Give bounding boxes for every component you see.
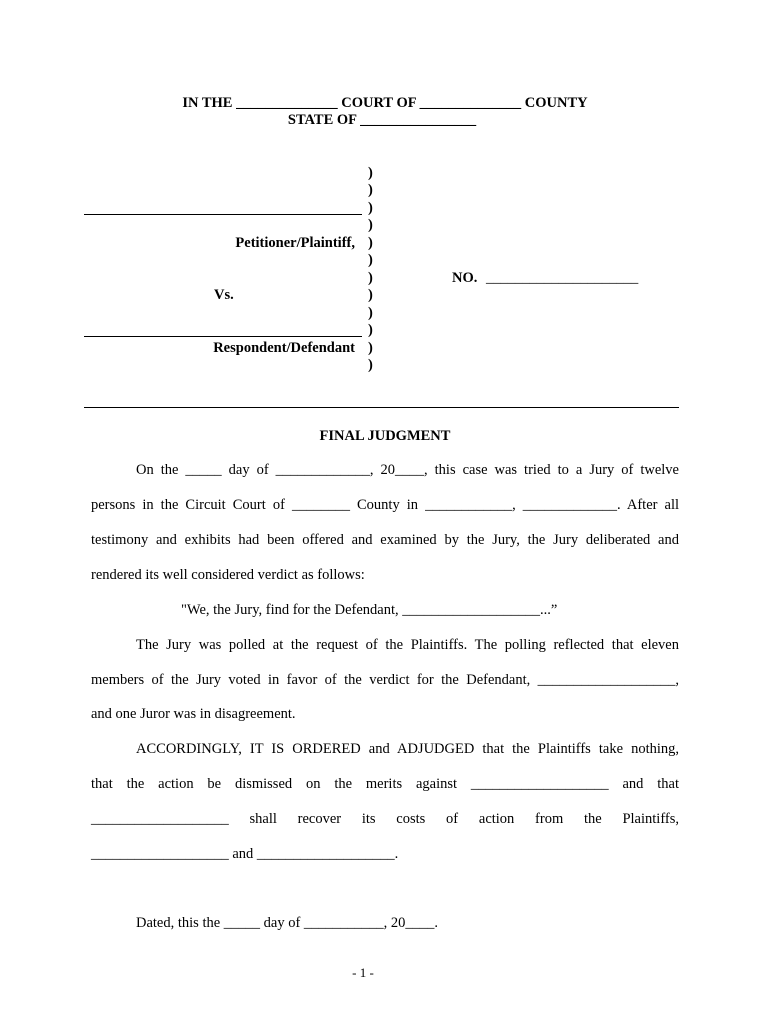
- case-number-blank: _____________________: [486, 270, 639, 286]
- paragraph-3-line-4: ___________________ and ___________________.: [91, 846, 399, 862]
- paren: ): [368, 217, 373, 233]
- court-caption-line1: IN THE ______________ COURT OF ______________ COUNTY: [182, 95, 588, 111]
- paragraph-2-line-2: members of the Jury voted in favor of the verdict for the Defendant, ___________________,: [91, 672, 679, 688]
- respondent-name-line: [84, 336, 362, 337]
- paren: ): [368, 270, 373, 286]
- document-title: FINAL JUDGMENT: [319, 428, 451, 444]
- paren: ): [368, 165, 373, 181]
- petitioner-name-line: [84, 214, 362, 215]
- paren: ): [368, 357, 373, 373]
- paragraph-3-line-2: that the action be dismissed on the merits against ___________________ and that: [91, 776, 679, 792]
- court-caption-line2: STATE OF ________________: [287, 112, 477, 128]
- petitioner-label: Petitioner/Plaintiff,: [235, 235, 355, 251]
- paragraph-3-line-3: ___________________ shall recover its costs of action from the Plaintiffs,: [91, 811, 679, 827]
- paren: ): [368, 182, 373, 198]
- paragraph-1-line-3: testimony and exhibits had been offered and examined by the Jury, the Jury deliberated and: [91, 532, 679, 548]
- dated-line: Dated, this the _____ day of ___________, 20____.: [136, 915, 439, 931]
- versus-label: Vs.: [214, 287, 234, 303]
- paragraph-3-line-1: ACCORDINGLY, IT IS ORDERED and ADJUDGED that the Plaintiffs take nothing,: [136, 741, 679, 757]
- case-number-label: NO.: [452, 270, 478, 286]
- paren: ): [368, 287, 373, 303]
- paragraph-1-line-1: On the _____ day of _____________, 20____, this case was tried to a Jury of twelve: [136, 462, 679, 478]
- paren: ): [368, 200, 373, 216]
- paragraph-1-line-2: persons in the Circuit Court of ________ County in ____________, _____________. After all: [91, 497, 679, 513]
- page-number: - 1 -: [352, 965, 374, 980]
- caption-divider: [84, 407, 679, 408]
- paren: ): [368, 305, 373, 321]
- paragraph-2-line-1: The Jury was polled at the request of the Plaintiffs. The polling reflected that eleven: [136, 637, 679, 653]
- paren: ): [368, 322, 373, 338]
- respondent-label: Respondent/Defendant: [213, 340, 355, 356]
- paren: ): [368, 252, 373, 268]
- paren: ): [368, 235, 373, 251]
- paragraph-2-line-3: and one Juror was in disagreement.: [91, 706, 296, 722]
- verdict-quote: "We, the Jury, find for the Defendant, ___________________...”: [181, 602, 558, 618]
- paren: ): [368, 340, 373, 356]
- paragraph-1-line-4: rendered its well considered verdict as follows:: [91, 567, 365, 583]
